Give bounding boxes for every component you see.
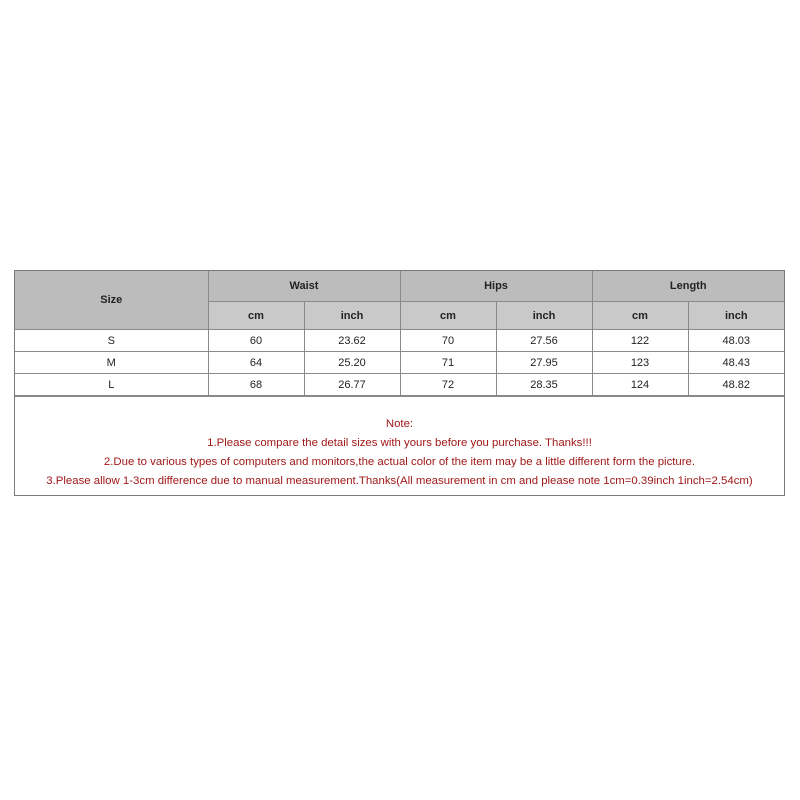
unit-header: inch (688, 302, 784, 330)
notes-section (15, 396, 784, 495)
table-cell: 25.20 (304, 352, 400, 374)
unit-header: inch (496, 302, 592, 330)
table-cell: 48.43 (688, 352, 784, 374)
length-header: Length (592, 271, 784, 302)
table-cell: 26.77 (304, 374, 400, 396)
table-row (15, 374, 784, 396)
unit-header: cm (208, 302, 304, 330)
table-cell: 124 (592, 374, 688, 396)
size-chart (14, 270, 785, 496)
table-cell: 48.03 (688, 330, 784, 352)
table-header-row (15, 271, 784, 302)
table-cell: 64 (208, 352, 304, 374)
table-cell: 27.95 (496, 352, 592, 374)
unit-header: cm (592, 302, 688, 330)
note-line: 3.Please allow 1-3cm difference due to manual measurement.Thanks(All measurement in cm and please note 1cm=0.39inch 1inch=2.54cm) (46, 475, 753, 487)
size-cell: S (15, 330, 208, 352)
size-cell: M (15, 352, 208, 374)
waist-header: Waist (208, 271, 400, 302)
note-title: Note: (385, 418, 414, 430)
table-cell: 28.35 (496, 374, 592, 396)
table-cell: 122 (592, 330, 688, 352)
table-cell: 48.82 (688, 374, 784, 396)
unit-header: inch (304, 302, 400, 330)
table-cell: 70 (400, 330, 496, 352)
note-line: 2.Due to various types of computers and monitors,the actual color of the item may be a little different form the picture. (103, 456, 696, 468)
table-cell: 23.62 (304, 330, 400, 352)
hips-header: Hips (400, 271, 592, 302)
table-row (15, 352, 784, 374)
table-cell: 60 (208, 330, 304, 352)
table-row (15, 330, 784, 352)
size-table (15, 271, 784, 396)
table-cell: 71 (400, 352, 496, 374)
table-cell: 123 (592, 352, 688, 374)
note-line: 1.Please compare the detail sizes with yours before you purchase. Thanks!!! (207, 437, 592, 449)
table-cell: 68 (208, 374, 304, 396)
table-cell: 72 (400, 374, 496, 396)
table-cell: 27.56 (496, 330, 592, 352)
size-cell: L (15, 374, 208, 396)
unit-header: cm (400, 302, 496, 330)
size-header: Size (15, 271, 208, 330)
